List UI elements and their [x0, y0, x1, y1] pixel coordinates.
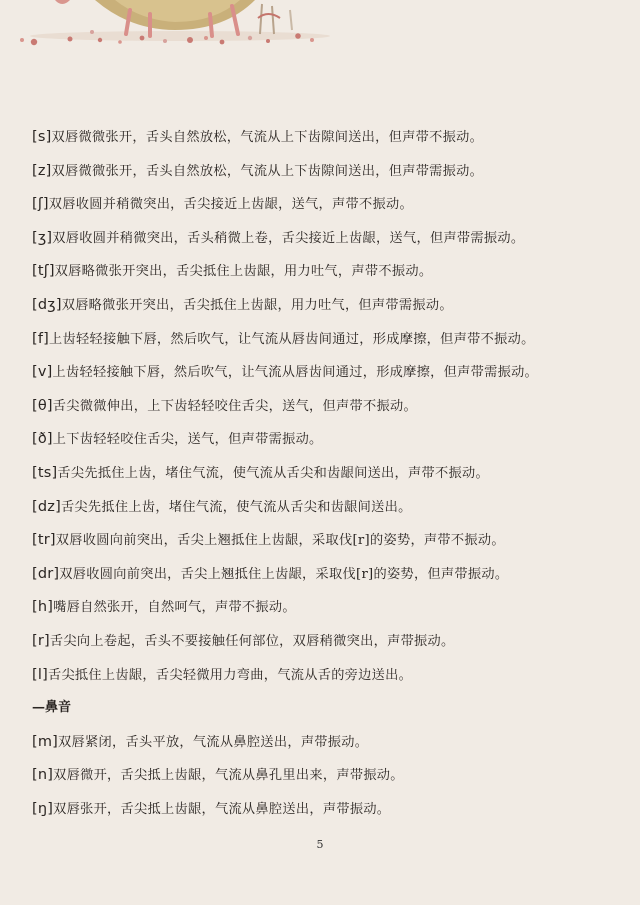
- ipa-symbol: [z]: [32, 162, 52, 179]
- pronunciation-description: 双唇略微张开突出，舌尖抵住上齿龈，用力吐气，声带不振动。: [54, 264, 433, 280]
- pronunciation-description: 双唇收圆向前突出，舌尖上翘抵住上齿龈，采取伐[r]的姿势，但声带振动。: [59, 566, 509, 582]
- pronunciation-description: 舌尖先抵住上齿，堵住气流，使气流从舌尖和齿龈间送出，声带不振动。: [57, 465, 489, 481]
- page-number: 5: [316, 838, 324, 851]
- phonetic-line-v: [32, 361, 612, 395]
- ipa-symbol: [dʒ]: [32, 296, 62, 313]
- ipa-symbol: [ʒ]: [32, 229, 53, 246]
- section-heading-nasal: —鼻音: [32, 700, 72, 716]
- phonetic-line-ts: [32, 462, 612, 496]
- ipa-symbol: [s]: [32, 129, 52, 145]
- phonetic-line-s: [32, 126, 612, 160]
- phonetic-line-eth: [32, 428, 612, 462]
- phonetic-line-z: [32, 160, 612, 194]
- pronunciation-description: 嘴唇自然张开，自然呵气，声带不振动。: [53, 600, 296, 616]
- phonetic-line-tr: [32, 529, 612, 563]
- ipa-symbol: [v]: [32, 364, 53, 381]
- phonetic-line-ng: [32, 798, 612, 832]
- phonetic-line-zh: [32, 227, 612, 261]
- pronunciation-description: 双唇微微张开，舌头自然放松，气流从上下齿隙间送出，但声带不振动。: [51, 130, 484, 145]
- ipa-symbol: [tr]: [32, 532, 56, 549]
- pronunciation-description: 舌尖向上卷起，舌头不要接触任何部位，双唇稍微突出，声带振动。: [49, 633, 455, 649]
- phonetic-line-n: [32, 764, 612, 798]
- phonetic-line-f: [32, 328, 612, 362]
- phonetic-line-l: [32, 664, 612, 698]
- phonetic-line-m: [32, 731, 612, 765]
- pronunciation-description: 双唇微开，舌尖抵上齿龈，气流从鼻孔里出来，声带振动。: [53, 768, 404, 784]
- ipa-symbol: [θ]: [32, 397, 53, 414]
- pronunciation-description: 上下齿轻轻咬住舌尖，送气，但声带需振动。: [52, 432, 323, 448]
- ipa-symbol: [h]: [32, 599, 54, 616]
- pronunciation-description: 上齿轻轻接触下唇，然后吹气，让气流从唇齿间通过，形成摩擦，但声带需振动。: [52, 365, 539, 381]
- ipa-symbol: [f]: [32, 330, 50, 347]
- ipa-symbol: [r]: [32, 632, 50, 649]
- ipa-symbol: [tʃ]: [32, 263, 55, 280]
- pronunciation-description: 舌尖微微伸出，上下齿轻轻咬住舌尖，送气，但声带不振动。: [52, 398, 417, 414]
- pronunciation-description: 双唇紧闭，舌头平放，气流从鼻腔送出，声带振动。: [58, 734, 369, 750]
- ipa-symbol: [ts]: [32, 464, 58, 481]
- ipa-symbol: [ŋ]: [32, 800, 54, 817]
- ipa-symbol: [dr]: [32, 565, 60, 582]
- phonetic-line-theta: [32, 395, 612, 429]
- phonetic-line-dzh: [32, 294, 612, 328]
- pronunciation-description: 双唇张开，舌尖抵上齿龈，气流从鼻腔送出，声带振动。: [53, 801, 391, 817]
- ipa-symbol: [l]: [32, 666, 48, 683]
- pronunciation-description: 双唇收圆向前突出，舌尖上翘抵住上齿龈，采取伐[r]的姿势，声带不振动。: [55, 533, 505, 549]
- pronunciation-description: 双唇略微张开突出，舌尖抵住上齿龈，用力吐气，但声带需振动。: [61, 297, 453, 313]
- ipa-symbol: [ʃ]: [32, 196, 49, 213]
- ipa-symbol: [n]: [32, 767, 54, 784]
- pronunciation-description: 双唇收圆并稍微突出，舌头稍微上卷，舌尖接近上齿龈，送气，但声带需振动。: [52, 230, 525, 246]
- pronunciation-description: 双唇收圆并稍微突出，舌尖接近上齿龈，送气，声带不振动。: [48, 197, 413, 213]
- ipa-symbol: [ð]: [32, 431, 53, 448]
- phonetic-line-h: [32, 596, 612, 630]
- ipa-symbol: [dz]: [32, 498, 61, 515]
- pronunciation-description: 舌尖先抵住上齿，堵住气流，使气流从舌尖和齿龈间送出。: [60, 499, 412, 515]
- pronunciation-description: 上齿轻轻接触下唇，然后吹气，让气流从唇齿间通过，形成摩擦，但声带不振动。: [49, 331, 535, 347]
- phonetic-line-dr: [32, 563, 612, 597]
- pronunciation-description: 双唇微微张开，舌头自然放松，气流从上下齿隙间送出，但声带需振动。: [51, 163, 484, 179]
- phonetic-line-sh: [32, 193, 612, 227]
- phonetic-line-dz: [32, 496, 612, 530]
- content: [32, 126, 612, 831]
- phonetic-line-ch: [32, 260, 612, 294]
- header-illustration: [0, 0, 640, 60]
- phonetic-line-r: [32, 630, 612, 664]
- pronunciation-description: 舌尖抵住上齿龈，舌尖轻微用力弯曲，气流从舌的旁边送出。: [47, 667, 413, 683]
- ipa-symbol: [m]: [32, 733, 59, 750]
